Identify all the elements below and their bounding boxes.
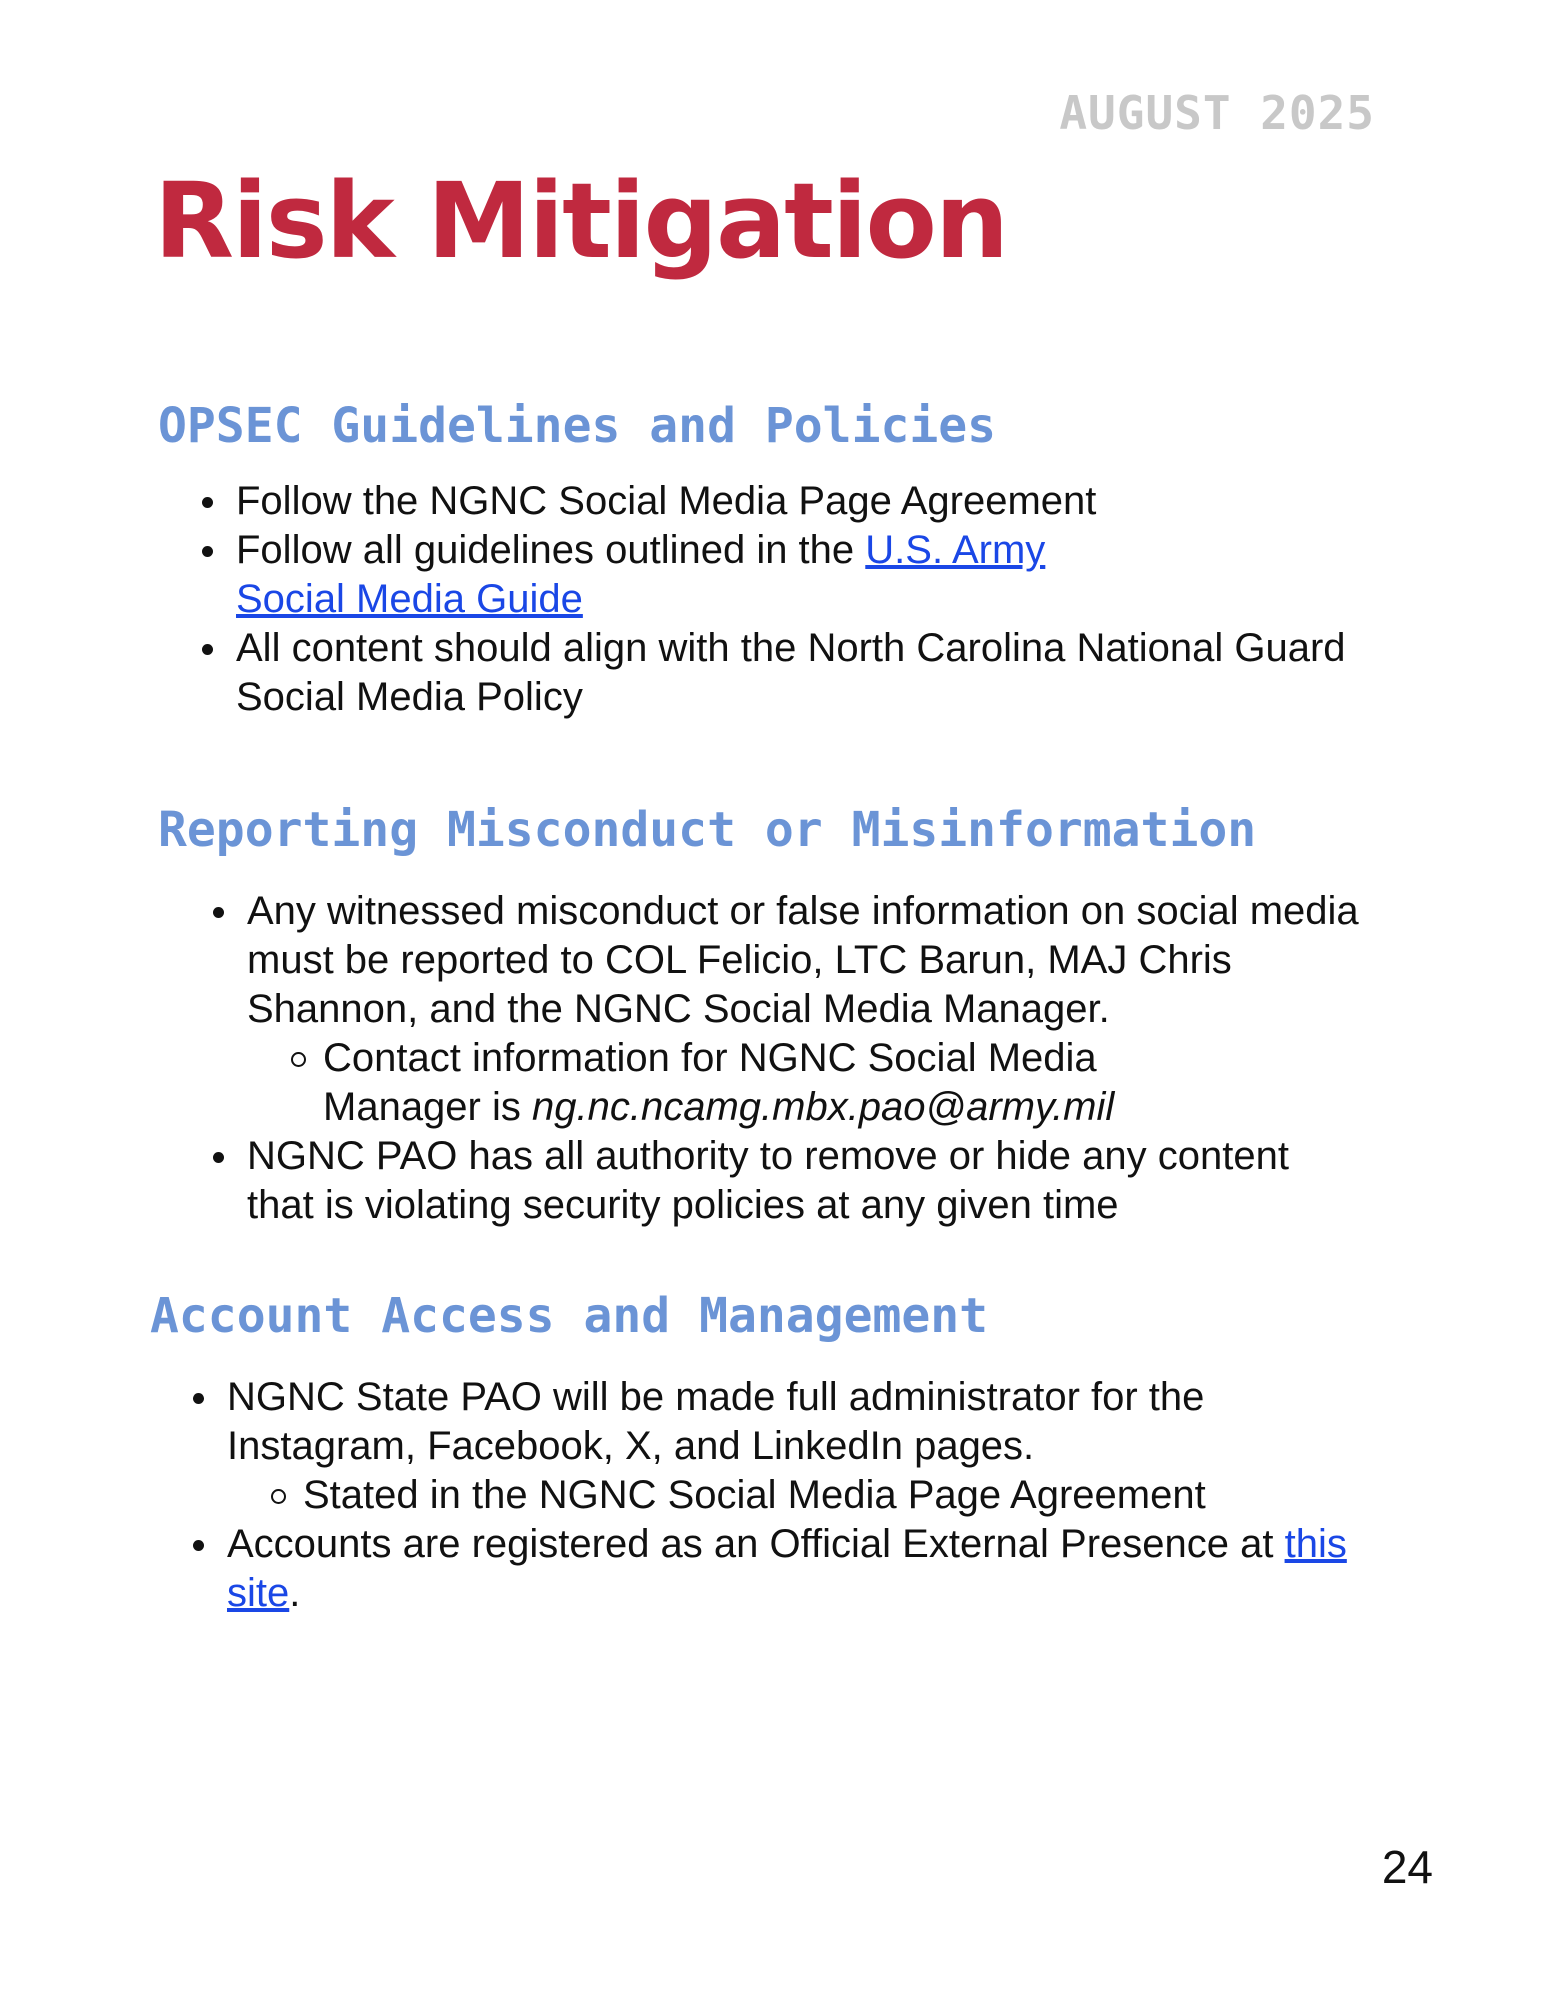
opsec-item-3-text: All content should align with the North Carolina National Guard Social Media Policy [236,626,1346,719]
reporting-sub-list [247,1034,1253,1132]
opsec-item-1-text: Follow the NGNC Social Media Page Agreement [236,479,1097,523]
list-item [227,1520,1357,1618]
account-item-2-text: Accounts are registered as an Official External Presence at [227,1522,1285,1566]
army-social-media-guide-link[interactable]: U.S. Army Social Media Guide [236,528,1046,621]
list-item [236,624,1356,722]
account-item-1-text: NGNC State PAO will be made full administrator for the Instagram, Facebook, X, and LinkedIn pages. [227,1375,1205,1468]
reporting-section-heading: Reporting Misconduct or Misinformation [158,802,1257,858]
opsec-section-heading: OPSEC Guidelines and Policies [158,398,997,454]
account-sub-item-text: Stated in the NGNC Social Media Page Agreement [303,1473,1206,1517]
list-item [247,887,1377,1132]
list-item [236,526,1106,624]
this-site-link[interactable]: this site [227,1522,1347,1615]
account-section-heading: Account Access and Management [150,1288,989,1344]
opsec-list [236,477,1346,722]
reporting-item-2-text: NGNC PAO has all authority to remove or hide any content that is violating security policies at any given time [247,1134,1289,1227]
page-title: Risk Mitigation [154,160,1007,282]
reporting-sub-item-text: Contact information for NGNC Social Media Manager is [323,1036,1097,1129]
list-item [236,477,1296,526]
reporting-list [247,887,1377,1230]
reporting-item-1-text: Any witnessed misconduct or false information on social media must be reported to COL Felicio, LTC Barun, MAJ Chris Shannon, and the NGNC Social Media Manager. [247,889,1359,1031]
document-date: AUGUST 2025 [1059,86,1375,140]
opsec-item-2-text: Follow all guidelines outlined in the [236,528,866,572]
sub-list-item [303,1471,1337,1520]
account-item-2-period: . [289,1571,301,1615]
list-item [247,1132,1327,1230]
page-number: 24 [1381,1841,1433,1893]
account-list [227,1373,1357,1618]
sub-list-item [323,1034,1253,1132]
account-sub-list [227,1471,1337,1520]
list-item [227,1373,1337,1520]
social-media-manager-email: ng.nc.ncamg.mbx.pao@army.mil [531,1085,1115,1129]
